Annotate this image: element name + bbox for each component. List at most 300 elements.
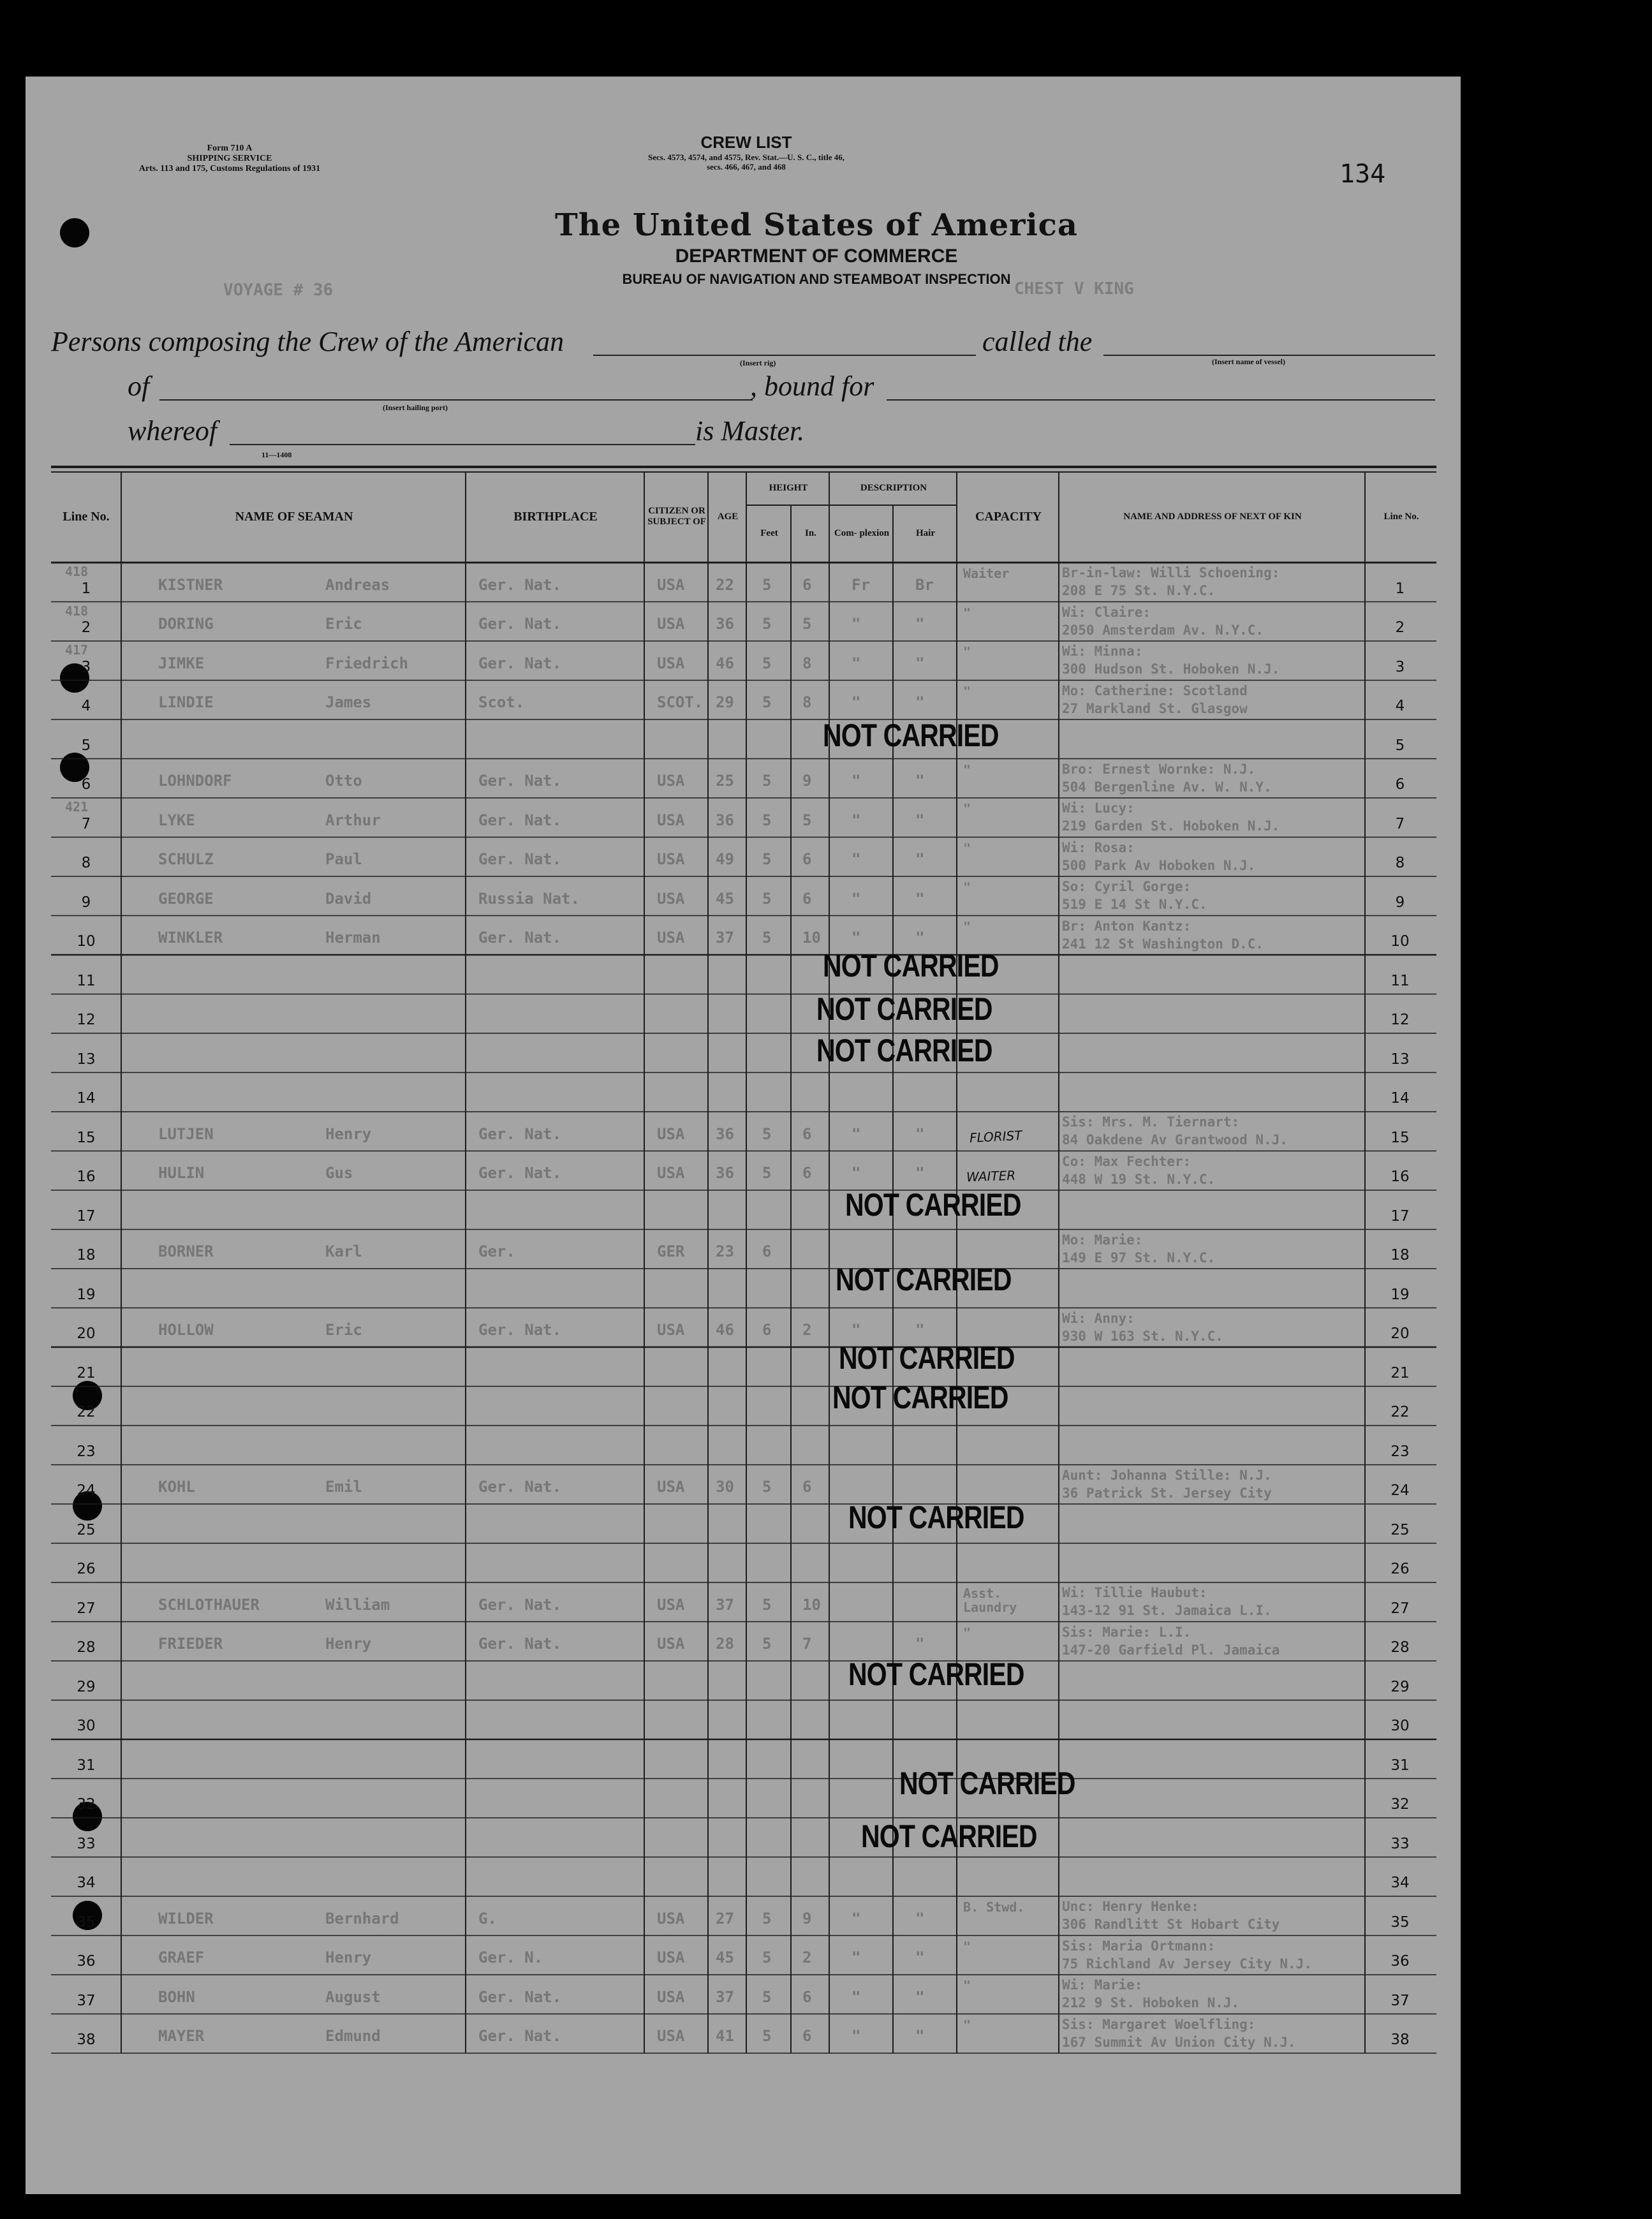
line-number-right: 17 (1390, 1207, 1410, 1225)
birthplace: Ger. Nat. (478, 811, 562, 829)
complexion: " (852, 693, 861, 712)
citizenship: USA (657, 1595, 685, 1614)
citizenship: USA (657, 1124, 685, 1143)
capacity: " (963, 1978, 971, 1993)
height-inches: 5 (802, 811, 812, 829)
next-of-kin-name: Aunt: Johanna Stille: N.J. (1062, 1467, 1272, 1483)
line-number-left: 4 (81, 698, 91, 714)
hair: " (915, 889, 925, 908)
seaman-surname: MAYER (158, 2027, 205, 2046)
col-header-line-no-right: Line No. (1383, 511, 1419, 522)
line-number-left: 8 (81, 855, 91, 871)
next-of-kin-address: 75 Richland Av Jersey City N.J. (1062, 1956, 1312, 1972)
line-number-left: 10 (77, 933, 96, 950)
form-number: Form 710 A (207, 144, 253, 153)
age: 46 (716, 654, 734, 672)
seaman-given-name: Henry (325, 1124, 372, 1143)
line-number-right: 32 (1390, 1796, 1410, 1813)
line-number-right: 30 (1390, 1718, 1410, 1734)
hair: " (915, 1949, 925, 1967)
hair: " (915, 1321, 925, 1339)
birthplace: Ger. Nat. (478, 772, 562, 790)
seaman-given-name: Eric (325, 615, 362, 633)
hair: " (915, 615, 925, 633)
line-number-left: 22 (77, 1404, 96, 1420)
next-of-kin-name: Wi: Claire: (1062, 604, 1151, 620)
citizenship: USA (657, 772, 685, 790)
complexion: " (852, 654, 861, 672)
next-of-kin-name: Sis: Marie: L.I. (1062, 1624, 1191, 1640)
line-number-right: 2 (1395, 619, 1405, 636)
complexion: " (852, 1124, 861, 1143)
seaman-surname: KOHL (158, 1478, 195, 1496)
bound-for-label: , bound for (750, 371, 874, 402)
not-carried-stamp: NOT CARRIED (816, 1033, 992, 1068)
line-number-right: 19 (1390, 1286, 1410, 1303)
age: 23 (716, 1242, 734, 1261)
line-number-left: 25 (77, 1521, 96, 1538)
line-number-left: 17 (77, 1207, 96, 1225)
citizenship: GER (657, 1242, 685, 1261)
birthplace: Scot. (478, 693, 525, 712)
citizenship: SCOT. (657, 693, 704, 712)
whereof-label: whereof (128, 415, 218, 446)
next-of-kin-name: Wi: Anny: (1062, 1310, 1135, 1326)
seaman-given-name: Gus (325, 1164, 353, 1183)
height-feet: 5 (762, 1595, 772, 1614)
line-number-left: 5 (81, 737, 91, 754)
bureau-name: BUREAU OF NAVIGATION AND STEAMBOAT INSPECTION (622, 271, 1011, 287)
age: 30 (716, 1478, 734, 1496)
next-of-kin-address: 27 Markland St. Glasgow (1062, 700, 1248, 716)
height-feet: 5 (762, 1909, 772, 1928)
height-inches: 6 (802, 850, 812, 869)
line-number-left: 19 (77, 1286, 96, 1303)
age: 27 (716, 1909, 734, 1928)
next-of-kin-address: 84 Oakdene Av Grantwood N.J. (1062, 1132, 1288, 1147)
seaman-surname: FRIEDER (158, 1635, 223, 1653)
age: 29 (716, 693, 734, 712)
birthplace: Ger. Nat. (478, 1595, 562, 1614)
capacity: " (963, 801, 971, 816)
line-number-left: 34 (77, 1875, 96, 1891)
capacity: " (963, 918, 971, 934)
birthplace: Ger. Nat. (478, 850, 562, 869)
line-number-left: 28 (77, 1639, 96, 1656)
height-feet: 5 (762, 1987, 772, 2006)
line-number-right: 22 (1390, 1404, 1410, 1420)
voyage-number: VOYAGE # 36 (223, 281, 334, 300)
line-number-right: 28 (1390, 1639, 1410, 1656)
next-of-kin-address: 212 9 St. Hoboken N.J. (1062, 1995, 1240, 2010)
height-inches: 6 (802, 1987, 812, 2006)
next-of-kin-name: Unc: Henry Henke: (1062, 1899, 1199, 1914)
age: 28 (716, 1635, 734, 1653)
seaman-given-name: David (325, 889, 372, 908)
citizenship: USA (657, 850, 685, 869)
line-number-right: 21 (1390, 1364, 1410, 1382)
complexion: " (852, 850, 861, 869)
complexion: " (852, 929, 861, 947)
next-of-kin-address: 519 E 14 St N.Y.C. (1062, 897, 1207, 912)
capacity: " (963, 2017, 971, 2033)
seaman-given-name: Edmund (325, 2027, 381, 2046)
age: 49 (716, 850, 734, 869)
line-number-left: 2 (81, 619, 91, 636)
statute-line-2: secs. 466, 467, and 468 (707, 162, 786, 172)
statute-line-1: Secs. 4573, 4574, and 4575, Rev. Stat.—U. S. C., title 46, (647, 152, 845, 162)
citizenship: USA (657, 811, 685, 829)
capacity: " (963, 644, 971, 660)
birthplace: Ger. N. (478, 1949, 543, 1967)
height-inches: 2 (802, 1321, 812, 1339)
line-number-right: 4 (1395, 698, 1405, 714)
birthplace: Ger. (478, 1242, 515, 1261)
age: 36 (716, 1124, 734, 1143)
next-of-kin-name: Br-in-law: Willi Schoening: (1062, 565, 1280, 580)
line-number-right: 5 (1395, 737, 1405, 754)
next-of-kin-address: 448 W 19 St. N.Y.C. (1062, 1171, 1216, 1187)
line-number-left: 16 (77, 1168, 96, 1185)
citizenship: USA (657, 929, 685, 947)
height-feet: 5 (762, 1124, 772, 1143)
vessel-name-typed: CHEST V KING (1014, 279, 1134, 299)
not-carried-stamp: NOT CARRIED (839, 1340, 1015, 1376)
hair: " (915, 1909, 925, 1928)
capacity: " (963, 683, 971, 699)
age: 36 (716, 811, 734, 829)
line-number-left: 23 (77, 1443, 96, 1460)
height-feet: 5 (762, 654, 772, 672)
height-inches: 10 (802, 1595, 821, 1614)
birthplace: Ger. Nat. (478, 654, 562, 672)
height-feet: 5 (762, 1635, 772, 1653)
next-of-kin-address: 36 Patrick St. Jersey City (1062, 1485, 1272, 1501)
not-carried-stamp: NOT CARRIED (836, 1262, 1012, 1297)
next-of-kin-address: 2050 Amsterdam Av. N.Y.C. (1062, 622, 1264, 638)
height-inches: 7 (802, 1635, 812, 1653)
line-number-left: 3 (81, 658, 91, 675)
complexion: " (852, 1987, 861, 2006)
called-the-label: called the (982, 326, 1093, 357)
line-number-left: 33 (77, 1835, 96, 1852)
line-number-left: 15 (77, 1129, 96, 1146)
capacity: Waiter (963, 566, 1010, 581)
height-inches: 6 (802, 1124, 812, 1143)
height-feet: 5 (762, 2027, 772, 2046)
line-number-left: 37 (77, 1992, 96, 2009)
line-number-right: 37 (1390, 1992, 1410, 2009)
next-of-kin-address: 167 Summit Av Union City N.J. (1062, 2034, 1296, 2050)
col-header-citizen: CITIZEN OR SUBJECT OF (647, 506, 706, 527)
height-inches: 6 (802, 1478, 812, 1496)
col-header-inches: In. (805, 527, 816, 538)
complexion: " (852, 1321, 861, 1339)
line-number-left: 26 (77, 1561, 96, 1577)
line-number-right: 15 (1390, 1129, 1410, 1146)
seaman-surname: SCHLOTHAUER (158, 1595, 260, 1614)
citizenship: USA (657, 1321, 685, 1339)
birthplace: Russia Nat. (478, 889, 580, 908)
line-number-right: 25 (1390, 1521, 1410, 1538)
seaman-given-name: Henry (325, 1635, 372, 1653)
seaman-given-name: Eric (325, 1321, 362, 1339)
complexion: " (852, 1949, 861, 1967)
capacity: " (963, 605, 971, 621)
seaman-surname: SCHULZ (158, 850, 214, 869)
row-prefix: 418 (65, 564, 89, 579)
citizenship: USA (657, 1987, 685, 2006)
vessel-hint: (Insert name of vessel) (1212, 357, 1285, 366)
height-inches: 2 (802, 1949, 812, 1967)
next-of-kin-name: Mo: Marie: (1062, 1232, 1143, 1248)
col-header-feet: Feet (760, 527, 778, 538)
next-of-kin-name: Wi: Minna: (1062, 644, 1143, 659)
citizenship: USA (657, 1164, 685, 1183)
seaman-given-name: Henry (325, 1949, 372, 1967)
col-header-complexion: Com- plexion (834, 527, 890, 538)
seaman-given-name: Paul (325, 850, 362, 869)
col-header-next-of-kin: NAME AND ADDRESS OF NEXT OF KIN (1123, 511, 1302, 522)
height-inches: 8 (802, 654, 812, 672)
birthplace: Ger. Nat. (478, 2027, 562, 2046)
line-number-right: 26 (1390, 1561, 1410, 1577)
line-number-right: 23 (1390, 1443, 1410, 1460)
seaman-given-name: Bernhard (325, 1909, 399, 1928)
line-number-left: 24 (77, 1482, 96, 1499)
birthplace: Ger. Nat. (478, 1635, 562, 1653)
line-number-left: 11 (77, 972, 96, 989)
line-number-right: 24 (1390, 1482, 1410, 1499)
line-number-right: 38 (1390, 2031, 1410, 2048)
next-of-kin-name: Wi: Marie: (1062, 1977, 1143, 1993)
seaman-given-name: Karl (325, 1242, 362, 1261)
line-number-right: 33 (1390, 1835, 1410, 1852)
seaman-given-name: Andreas (325, 575, 390, 594)
seaman-surname: WINKLER (158, 929, 223, 947)
row-prefix: 418 (65, 603, 89, 619)
next-of-kin-address: 208 E 75 St. N.Y.C. (1062, 583, 1216, 598)
age: 36 (716, 1164, 734, 1183)
hair: " (915, 929, 925, 947)
rig-hint: (Insert rig) (740, 358, 776, 367)
line-number-right: 10 (1390, 933, 1410, 950)
line-number-left: 6 (81, 776, 91, 793)
line-number-right: 16 (1390, 1168, 1410, 1185)
seaman-surname: KISTNER (158, 575, 223, 594)
citizenship: USA (657, 1909, 685, 1928)
next-of-kin-name: Wi: Tillie Haubut: (1062, 1585, 1207, 1600)
height-inches: 6 (802, 889, 812, 908)
line-number-left: 30 (77, 1718, 96, 1734)
not-carried-stamp: NOT CARRIED (816, 991, 992, 1027)
line-number-right: 8 (1395, 855, 1405, 871)
hair: " (915, 1164, 925, 1183)
seaman-surname: DORING (158, 615, 214, 633)
hair: " (915, 1635, 925, 1653)
birthplace: Ger. Nat. (478, 1478, 562, 1496)
hair: " (915, 811, 925, 829)
capacity: " (963, 840, 971, 856)
next-of-kin-address: 219 Garden St. Hoboken N.J. (1062, 818, 1280, 834)
not-carried-stamp: NOT CARRIED (845, 1187, 1021, 1223)
seaman-surname: HOLLOW (158, 1321, 214, 1339)
birthplace: G. (478, 1909, 497, 1928)
seaman-surname: LINDIE (158, 693, 214, 712)
seaman-given-name: Arthur (325, 811, 381, 829)
hair: " (915, 772, 925, 790)
not-carried-stamp: NOT CARRIED (848, 1656, 1024, 1692)
complexion: Fr (852, 575, 870, 594)
not-carried-stamp: NOT CARRIED (861, 1818, 1037, 1854)
col-header-name: NAME OF SEAMAN (235, 510, 353, 524)
next-of-kin-address: 306 Randlitt St Hobart City (1062, 1917, 1280, 1932)
col-header-description: DESCRIPTION (860, 482, 927, 493)
col-header-age: AGE (717, 511, 739, 522)
height-feet: 5 (762, 575, 772, 594)
height-inches: 6 (802, 2027, 812, 2046)
complexion: " (852, 1164, 861, 1183)
print-code: 11—1408 (262, 450, 292, 459)
next-of-kin-name: Mo: Catherine: Scotland (1062, 682, 1248, 698)
line-number-right: 14 (1390, 1090, 1410, 1107)
citizenship: USA (657, 615, 685, 633)
age: 25 (716, 772, 734, 790)
height-inches: 9 (802, 1909, 812, 1928)
capacity: " (963, 880, 971, 895)
height-feet: 5 (762, 1949, 772, 1967)
form-title: CREW LIST (700, 133, 792, 152)
line-number-right: 1 (1395, 580, 1405, 597)
hair: " (915, 850, 925, 869)
next-of-kin-address: 147-20 Garfield Pl. Jamaica (1062, 1642, 1280, 1658)
line-number-right: 12 (1390, 1012, 1410, 1028)
birthplace: Ger. Nat. (478, 1124, 562, 1143)
of-label: of (128, 371, 150, 402)
age: 45 (716, 1949, 734, 1967)
next-of-kin-name: Sis: Maria Ortmann: (1062, 1938, 1216, 1954)
line-number-left: 9 (81, 894, 91, 911)
height-inches: 5 (802, 615, 812, 633)
height-inches: 6 (802, 1164, 812, 1183)
not-carried-stamp: NOT CARRIED (823, 948, 999, 984)
height-inches: 8 (802, 693, 812, 712)
col-header-birthplace: BIRTHPLACE (513, 510, 598, 524)
line-number-left: 13 (77, 1051, 96, 1068)
line-number-right: 3 (1395, 658, 1405, 675)
country-title: The United States of America (554, 207, 1079, 243)
height-feet: 5 (762, 1478, 772, 1496)
next-of-kin-name: Wi: Rosa: (1062, 839, 1135, 855)
seaman-given-name: Herman (325, 929, 381, 947)
line-number-right: 29 (1390, 1678, 1410, 1695)
line-number-right: 18 (1390, 1247, 1410, 1264)
seaman-surname: LYKE (158, 811, 195, 829)
seaman-given-name: James (325, 693, 372, 712)
seaman-given-name: August (325, 1987, 381, 2006)
regulations: Arts. 113 and 175, Customs Regulations of 1931 (138, 164, 321, 173)
seaman-given-name: Emil (325, 1478, 362, 1496)
is-master-label: is Master. (695, 415, 805, 446)
next-of-kin-address: 241 12 St Washington D.C. (1062, 936, 1264, 952)
crew-line-label: Persons composing the Crew of the American (51, 326, 564, 357)
height-feet: 5 (762, 1164, 772, 1183)
line-number-left: 18 (77, 1247, 96, 1264)
seaman-surname: GEORGE (158, 889, 214, 908)
hair: " (915, 1124, 925, 1143)
seaman-surname: GRAEF (158, 1949, 205, 1967)
line-number-left: 35 (77, 1913, 96, 1931)
next-of-kin-name: Sis: Margaret Woelfling: (1062, 2016, 1256, 2032)
line-number-left: 38 (77, 2031, 96, 2048)
birthplace: Ger. Nat. (478, 575, 562, 594)
seaman-given-name: Otto (325, 772, 362, 790)
birthplace: Ger. Nat. (478, 615, 562, 633)
citizenship: USA (657, 1478, 685, 1496)
next-of-kin-name: Co: Max Fechter: (1062, 1153, 1191, 1169)
birthplace: Ger. Nat. (478, 1987, 562, 2006)
handwritten-capacity-16: WAITER (966, 1167, 1016, 1185)
line-number-left: 31 (77, 1757, 96, 1774)
line-number-left: 7 (81, 815, 91, 832)
page-number: 134 (1339, 159, 1386, 189)
not-carried-stamp: NOT CARRIED (823, 718, 999, 753)
height-feet: 6 (762, 1242, 772, 1261)
next-of-kin-name: Sis: Mrs. M. Tiernart: (1062, 1114, 1240, 1130)
seaman-surname: WILDER (158, 1909, 214, 1928)
hair: " (915, 1987, 925, 2006)
not-carried-stamp: NOT CARRIED (899, 1765, 1075, 1801)
hair: " (915, 654, 925, 672)
complexion: " (852, 811, 861, 829)
age: 22 (716, 575, 734, 594)
line-number-right: 35 (1390, 1913, 1410, 1931)
citizenship: USA (657, 654, 685, 672)
seaman-given-name: William (325, 1595, 390, 1614)
seaman-surname: BORNER (158, 1242, 214, 1261)
line-number-right: 20 (1390, 1325, 1410, 1342)
hair: " (915, 2027, 925, 2046)
line-number-left: 1 (81, 580, 91, 597)
complexion: " (852, 615, 861, 633)
seaman-surname: LOHNDORF (158, 772, 232, 790)
birthplace: Ger. Nat. (478, 1164, 562, 1183)
height-feet: 5 (762, 850, 772, 869)
line-number-left: 27 (77, 1600, 96, 1617)
age: 37 (716, 1595, 734, 1614)
seaman-surname: LUTJEN (158, 1124, 214, 1143)
line-number-left: 14 (77, 1090, 96, 1107)
line-number-left: 20 (77, 1325, 96, 1342)
department-name: DEPARTMENT OF COMMERCE (675, 246, 958, 267)
next-of-kin-address: 143-12 91 St. Jamaica L.I. (1062, 1603, 1272, 1618)
age: 41 (716, 2027, 734, 2046)
next-of-kin-name: Br: Anton Kantz: (1062, 918, 1191, 934)
capacity: Asst. Laundry (963, 1586, 1017, 1615)
hair: " (915, 693, 925, 712)
citizenship: USA (657, 1635, 685, 1653)
age: 45 (716, 889, 734, 908)
handwritten-capacity-15: FLORIST (969, 1127, 1023, 1146)
height-inches: 6 (802, 575, 812, 594)
next-of-kin-address: 500 Park Av Hoboken N.J. (1062, 857, 1256, 873)
line-number-right: 11 (1390, 972, 1410, 989)
height-feet: 5 (762, 889, 772, 908)
height-feet: 5 (762, 615, 772, 633)
next-of-kin-address: 149 E 97 St. N.Y.C. (1062, 1250, 1216, 1265)
seaman-surname: BOHN (158, 1987, 195, 2006)
line-number-right: 6 (1395, 776, 1405, 793)
